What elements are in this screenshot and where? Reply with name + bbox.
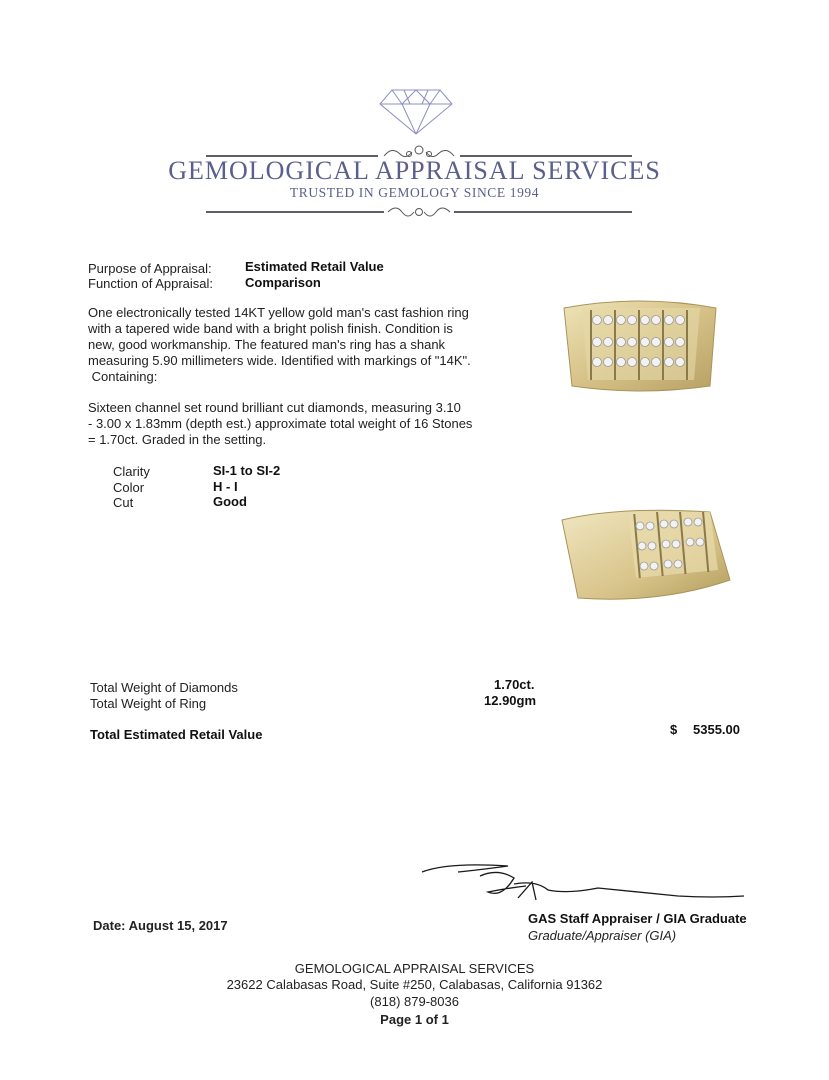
total-retail-label: Total Estimated Retail Value (90, 727, 263, 742)
page-number: Page 1 of 1 (380, 1012, 449, 1027)
function-value: Comparison (245, 275, 321, 290)
stone-line: = 1.70ct. Graded in the setting. (88, 432, 267, 447)
ring-photo-top (560, 290, 720, 400)
appraiser-subtitle: Graduate/Appraiser (GIA) (528, 928, 677, 943)
appraisal-date: Date: August 15, 2017 (93, 918, 228, 933)
stone-description (88, 400, 508, 448)
description-line: Containing: (88, 369, 158, 384)
description-line: with a tapered wide band with a bright polish finish. Condition is (88, 321, 453, 336)
logo-company-name: GEMOLOGICAL APPRAISAL SERVICES (168, 156, 661, 185)
appraiser-signature (418, 858, 748, 908)
description-line: One electronically tested 14KT yellow gold man's cast fashion ring (88, 305, 469, 320)
stone-line: - 3.00 x 1.83mm (depth est.) approximate total weight of 16 Stones (88, 416, 473, 431)
function-label: Function of Appraisal: (88, 276, 214, 291)
total-ring-weight-label: Total Weight of Ring (90, 696, 207, 711)
ring-photo-angle (560, 500, 735, 610)
clarity-value: SI-1 to SI-2 (213, 463, 281, 478)
description-line: measuring 5.90 millimeters wide. Identified with markings of "14K". (88, 353, 471, 368)
footer-company: GEMOLOGICAL APPRAISAL SERVICES (294, 961, 535, 976)
clarity-label: Clarity (113, 464, 150, 479)
logo-bottom-divider (206, 202, 632, 222)
stone-line: Sixteen channel set round brilliant cut diamonds, measuring 3.10 (88, 400, 461, 415)
logo-tagline: TRUSTED IN GEMOLOGY SINCE 1994 (289, 185, 540, 200)
description-line: new, good workmanship. The featured man's ring has a shank (88, 337, 446, 352)
item-description (88, 305, 508, 385)
footer-address: 23622 Calabasas Road, Suite #250, Calabasas, California 91362 (226, 977, 603, 992)
purpose-value: Estimated Retail Value (245, 259, 384, 274)
total-ring-weight-value: 12.90gm (484, 693, 537, 708)
appraiser-title: GAS Staff Appraiser / GIA Graduate (528, 911, 747, 926)
currency-symbol: $ (670, 722, 678, 737)
footer-phone: (818) 879-8036 (370, 994, 459, 1009)
total-diamond-weight-value: 1.70ct. (494, 677, 535, 692)
color-value: H - I (213, 479, 238, 494)
diamond-logo-icon (378, 88, 454, 136)
cut-label: Cut (113, 495, 134, 510)
cut-value: Good (213, 494, 247, 509)
total-retail-value: 5355.00 (693, 722, 740, 737)
purpose-label: Purpose of Appraisal: (88, 261, 212, 276)
total-diamond-weight-label: Total Weight of Diamonds (90, 680, 238, 695)
color-label: Color (113, 480, 145, 495)
